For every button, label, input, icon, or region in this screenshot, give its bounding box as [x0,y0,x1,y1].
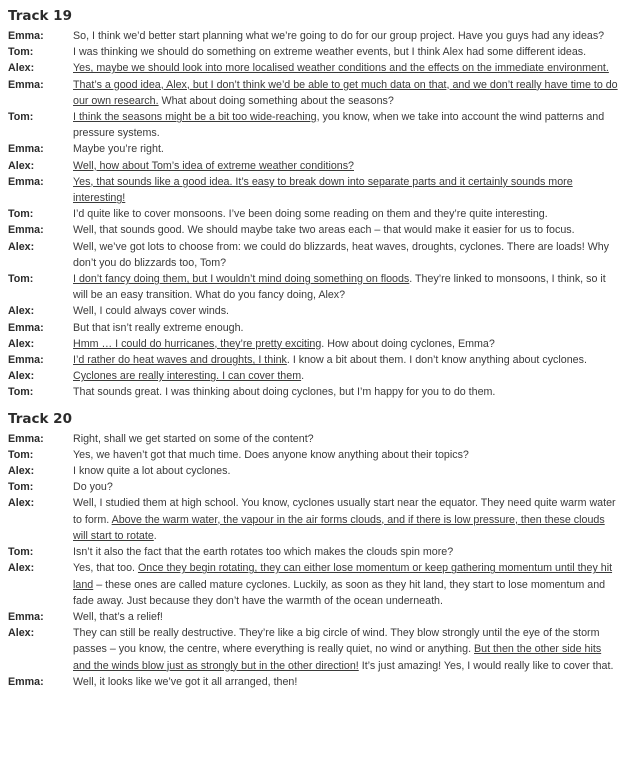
speaker-name: Tom: [8,111,34,124]
dialogue-line [0,625,640,674]
speaker-name: Emma: [8,78,44,91]
dialogue-line [0,60,640,76]
dialogue-text [73,28,618,44]
dialogue-segment: It’s just amazing! Yes, I would really like to cover that. [358,659,614,672]
underlined-answer: That’s a good idea, Alex, but I don’t think we’d be able to get much data on that, and we don’t really have time to do our own research. [73,78,618,107]
dialogue-line [0,495,640,544]
dialogue-segment: . How about doing cyclones, Emma? [321,337,495,350]
dialogue-line [0,447,640,463]
dialogue-segment: I’d quite like to cover monsoons. I’ve been doing some reading on them and they’re quite interesting. [73,208,548,221]
underlined-answer: But then the other side hits and the winds blow just as strongly but in the other direction! [73,643,602,672]
dialogue-line [0,141,640,157]
dialogue-text [73,352,618,368]
dialogue-segment: But that isn’t really extreme enough. [73,321,244,334]
dialogue-segment: I know quite a lot about cyclones. [73,465,231,478]
speaker-name: Emma: [8,432,44,445]
dialogue-text [73,271,618,303]
dialogue-segment: Well, we’ve got lots to choose from: we could do blizzards, heat waves, droughts, cyclones. There are loads! Why don’t you do blizzards too, Tom? [73,240,610,269]
dialogue-line [0,560,640,609]
underlined-answer: I’d rather do heat waves and droughts, I think [73,354,287,367]
dialogue-text [73,560,618,609]
dialogue-line [0,303,640,319]
track-heading: Track 19 [8,8,72,24]
dialogue-line [0,158,640,174]
track-section [0,6,640,401]
underlined-answer: Above the warm water, the vapour in the air forms clouds, and if there is low pressure, then these clouds will start to rotate [73,513,605,542]
dialogue-segment: What about doing something about the seasons? [158,94,394,107]
underlined-answer: Cyclones are really interesting. I can cover them [73,370,302,383]
underlined-answer: I don’t fancy doing them, but I wouldn’t mind doing something on floods [73,273,410,286]
dialogue-text [73,495,618,544]
speaker-name: Emma: [8,354,44,367]
underlined-answer: Hmm … I could do hurricanes, they’re pretty exciting [73,337,322,350]
dialogue-text [73,609,618,625]
speaker-name: Emma: [8,143,44,156]
dialogue-segment: . [153,529,157,542]
dialogue-line [0,431,640,447]
dialogue-line [0,336,640,352]
speaker-name: Tom: [8,273,34,286]
dialogue-segment: . They’re linked to monsoons, I think, so it will be an easy transition. What do you fancy doing, Alex? [73,273,606,302]
dialogue-text [73,384,618,400]
dialogue-segment: . I know a bit about them. I don’t know anything about cyclones. [286,354,587,367]
speaker-name: Alex: [8,62,35,75]
dialogue-segment: Well, I studied them at high school. You know, cyclones usually start near the equator. They need quite warm water to form. [73,497,616,526]
dialogue-line [0,271,640,303]
speaker-name: Alex: [8,370,35,383]
dialogue-line [0,320,640,336]
dialogue-segment: That sounds great. I was thinking about doing cyclones, but I’m happy for you to do them. [73,386,496,399]
speaker-name: Alex: [8,562,35,575]
dialogue-line [0,174,640,206]
dialogue-line [0,206,640,222]
dialogue-segment: Right, shall we get started on some of the content? [73,432,314,445]
dialogue-line [0,463,640,479]
dialogue-line [0,368,640,384]
speaker-name: Alex: [8,465,35,478]
dialogue-text [73,44,618,60]
underlined-answer: Well, how about Tom’s idea of extreme weather conditions? [73,159,354,172]
speaker-name: Tom: [8,208,34,221]
track-section [0,409,640,690]
speaker-name: Emma: [8,224,44,237]
speaker-name: Alex: [8,627,35,640]
speaker-name: Tom: [8,386,34,399]
dialogue-segment: – these ones are called mature cyclones. Luckily, as soon as they hit land, they start to lose momentum and fade away. Just because they don’t have the warmth of the ocean underneath. [73,578,606,607]
dialogue-text [73,303,618,319]
dialogue-segment: Isn’t it also the fact that the earth rotates too which makes the clouds spin more? [73,546,454,559]
dialogue-text [73,479,618,495]
speaker-name: Alex: [8,497,35,510]
speaker-name: Emma: [8,610,44,623]
dialogue-line [0,674,640,690]
dialogue-text [73,625,618,674]
dialogue-text [73,174,618,206]
underlined-answer: Yes, maybe we should look into more localised weather conditions and the effects on the immediate environment. [73,62,609,75]
dialogue-line [0,44,640,60]
underlined-answer: I think the seasons might be a bit too wide-reaching [73,111,317,124]
dialogue-text [73,222,618,238]
dialogue-line [0,479,640,495]
transcript-tracks [0,6,640,690]
dialogue-segment: Well, it looks like we’ve got it all arranged, then! [73,675,298,688]
dialogue-line [0,239,640,271]
dialogue-segment: Yes, that too. [73,562,138,575]
dialogue-line [0,222,640,238]
speaker-name: Emma: [8,175,44,188]
speaker-name: Tom: [8,448,34,461]
dialogue-text [73,109,618,141]
dialogue-line [0,384,640,400]
dialogue-line [0,77,640,109]
speaker-name: Emma: [8,30,44,42]
speaker-name: Alex: [8,159,35,172]
dialogue-segment: Maybe you’re right. [73,143,164,156]
underlined-answer: Once they begin rotating, they can either lose momentum or keep gathering momentum until they hit land [73,562,613,591]
dialogue-line [0,109,640,141]
speaker-name: Alex: [8,337,35,350]
underlined-answer: Yes, that sounds like a good idea. It’s easy to break down into separate parts and it certainly sounds more interesting! [73,175,573,205]
track-heading: Track 20 [8,410,72,427]
dialogue-text [73,60,618,76]
dialogue-segment: , you know, when we take into account the wind patterns and pressure systems. [73,111,605,140]
dialogue-text [73,158,618,174]
dialogue-text [73,336,618,352]
dialogue-line [0,609,640,625]
dialogue-text [73,239,618,271]
dialogue-segment: Well, I could always cover winds. [73,305,230,318]
dialogue-text [73,447,618,463]
dialogue-text [73,320,618,336]
dialogue-text [73,463,618,479]
speaker-name: Tom: [8,46,34,59]
dialogue-segment: So, I think we’d better start planning what we’re going to do for our group project. Have you guys had any ideas? [73,30,605,42]
dialogue-segment: They can still be really destructive. They’re like a big circle of wind. They blow strongly until the eye of the storm passes – you know, the centre, where everything is really quiet, no wind or anything. [73,627,600,656]
dialogue-line [0,352,640,368]
speaker-name: Emma: [8,675,44,688]
dialogue-text [73,674,618,690]
dialogue-text [73,544,618,560]
dialogue-segment: . [301,370,305,383]
speaker-name: Emma: [8,321,44,334]
dialogue-segment: Yes, we haven’t got that much time. Does anyone know anything about their topics? [73,448,469,461]
dialogue-text [73,206,618,222]
dialogue-text [73,431,618,447]
speaker-name: Tom: [8,481,34,494]
dialogue-line [0,28,640,44]
speaker-name: Alex: [8,305,35,318]
dialogue-line [0,544,640,560]
speaker-name: Tom: [8,546,34,559]
dialogue-text [73,368,618,384]
dialogue-segment: I was thinking we should do something on extreme weather events, but I think Alex had some different ideas. [73,46,587,59]
speaker-name: Alex: [8,240,35,253]
dialogue-segment: Do you? [73,481,113,494]
dialogue-segment: Well, that sounds good. We should maybe take two areas each – that would make it easier for us to focus. [73,224,575,237]
dialogue-segment: Well, that’s a relief! [73,610,163,623]
dialogue-text [73,77,618,109]
dialogue-text [73,141,618,157]
